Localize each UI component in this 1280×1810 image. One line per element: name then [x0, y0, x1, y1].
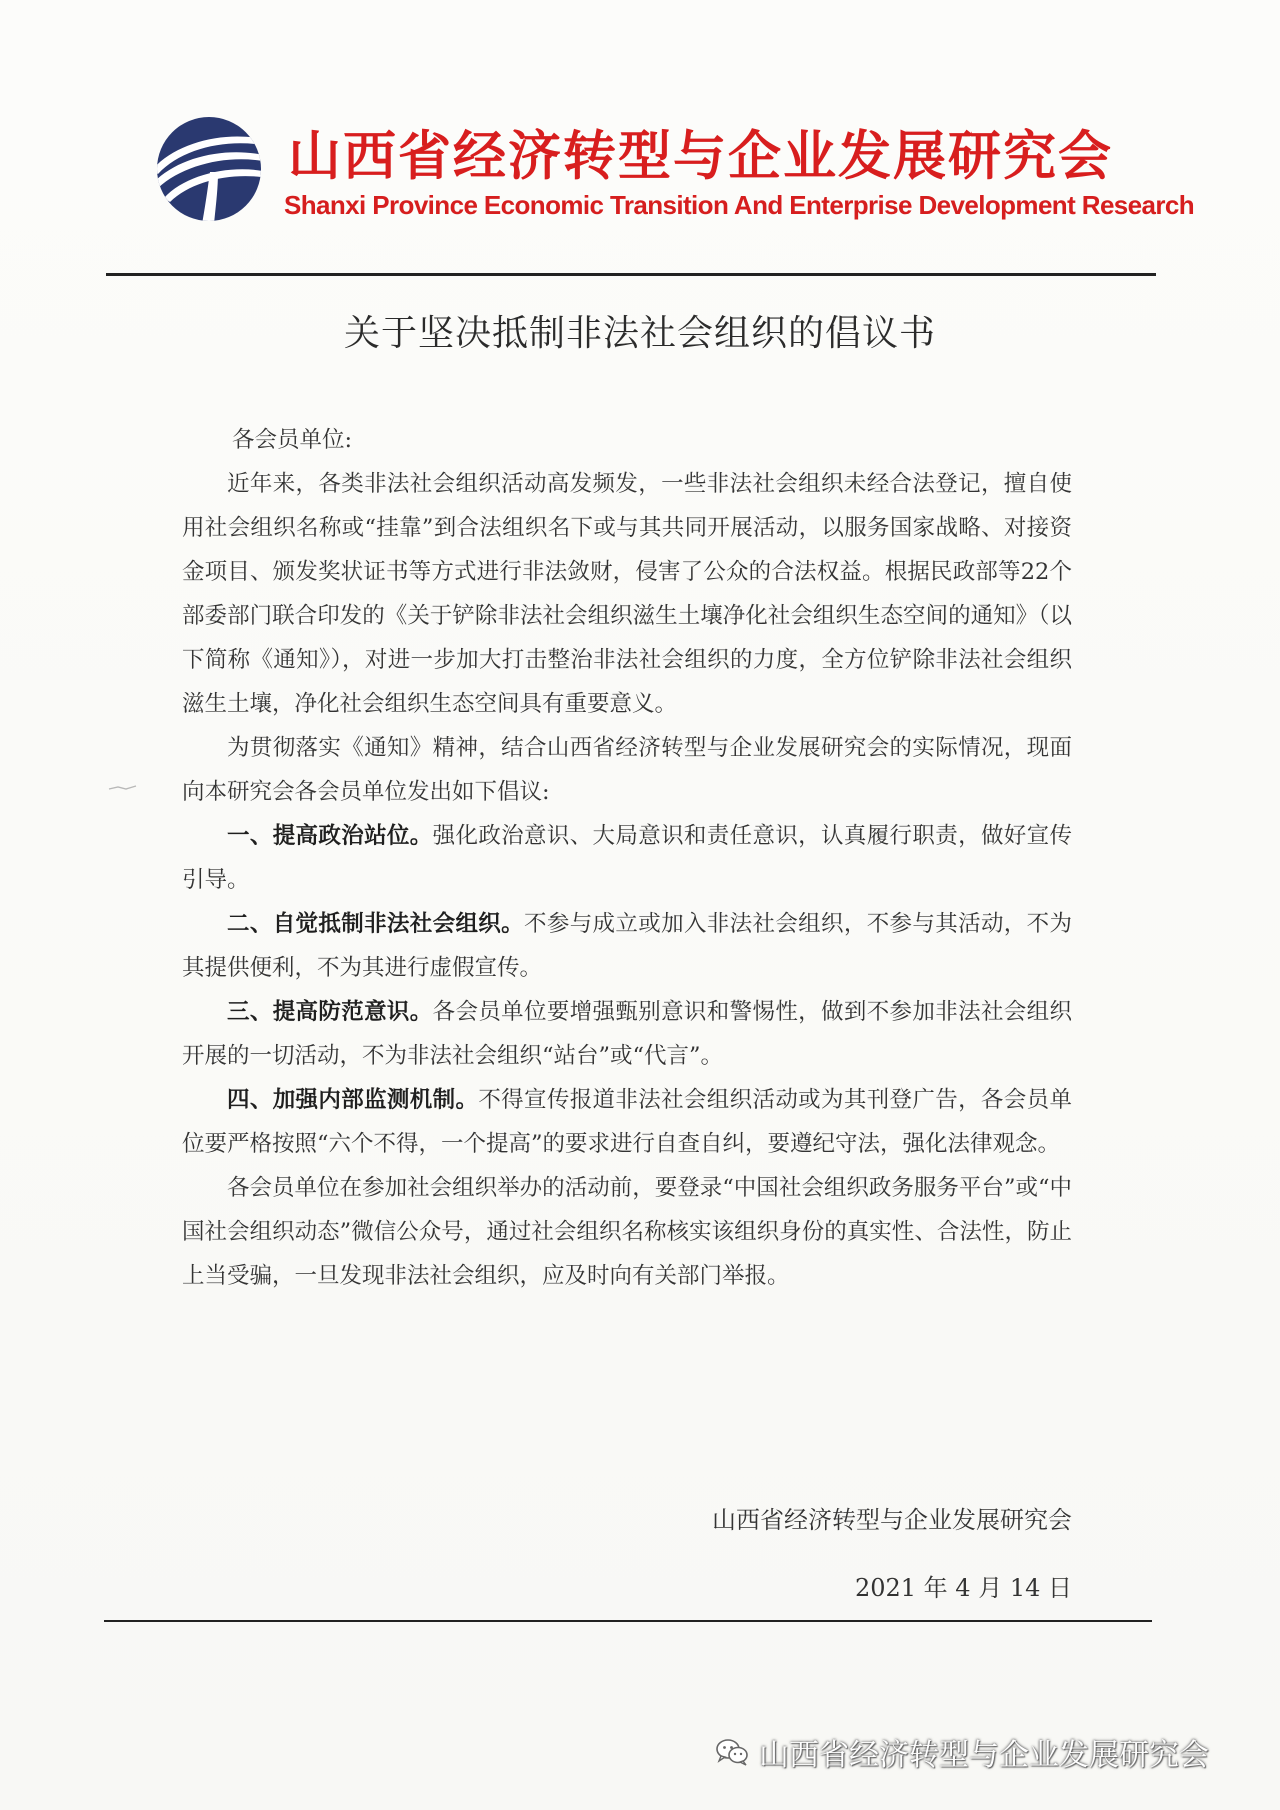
- proposal-text: 各会员单位要增强甄别意识和警惕性，做到不参加非法社会组织开展的一切活动，不为非法社会组织“站台”或“代言”。: [182, 999, 1072, 1069]
- paragraph-closing: [182, 1166, 1072, 1298]
- paragraph-text: 为贯彻落实《通知》精神，结合山西省经济转型与企业发展研究会的实际情况，现面向本研究会各会员单位发出如下倡议:: [182, 735, 1072, 805]
- proposal-item-3: [182, 990, 1072, 1078]
- proposal-item-2: [182, 902, 1072, 990]
- proposal-item-1: [182, 814, 1072, 902]
- org-name-en: Shanxi Province Economic Transition And Enterprise Development Research: [284, 190, 1195, 220]
- proposal-text: 不参与成立或加入非法社会组织，不参与其活动，不为其提供便利，不为其进行虚假宣传。: [182, 911, 1072, 981]
- proposal-heading: 三、提高防范意识。: [227, 999, 433, 1025]
- signature: 山西省经济转型与企业发展研究会: [712, 1506, 1072, 1534]
- letterhead: [150, 110, 1195, 240]
- watermark-text: 山西省经济转型与企业发展研究会: [759, 1738, 1209, 1773]
- paragraph-text: 近年来，各类非法社会组织活动高发频发，一些非法社会组织未经合法登记，擅自使用社会组织名称或“挂靠”到合法组织名下或与其共同开展活动，以服务国家战略、对接资金项目、颁发奖状证书等方式进行非法敛财，侵害了公众的合法权益。根据民政部等22个部委部门联合印发的《关于铲除非法社会组织滋生土壤净化社会组织生态空间的通知》（以下简称《通知》），对进一步加大打击整治非法社会组织的力度，全方位铲除非法社会组织滋生土壤，净化社会组织生态空间具有重要意义。: [182, 471, 1072, 717]
- wechat-watermark: [715, 1728, 1209, 1776]
- wechat-icon: [715, 1737, 749, 1767]
- proposal-heading: 二、自觉抵制非法社会组织。: [227, 911, 525, 937]
- document-body: [182, 418, 1072, 1298]
- paragraph-purpose: [182, 726, 1072, 814]
- paragraph-text: 各会员单位在参加社会组织举办的活动前，要登录“中国社会组织政务服务平台”或“中国社会组织动态”微信公众号，通过社会组织名称核实该组织身份的真实性、合法性，防止上当受骗，一旦发现非法社会组织，应及时向有关部门举报。: [182, 1175, 1072, 1289]
- header-divider: [106, 273, 1156, 276]
- proposal-heading: 四、加强内部监测机制。: [227, 1087, 479, 1113]
- proposal-text: 强化政治意识、大局意识和责任意识，认真履行职责，做好宣传引导。: [182, 823, 1072, 893]
- document-date: 2021 年 4 月 14 日: [854, 1574, 1072, 1602]
- footer-divider: [104, 1620, 1152, 1622]
- proposal-item-4: [182, 1078, 1072, 1166]
- scan-speck: [108, 784, 138, 792]
- proposal-heading: 一、提高政治站位。: [227, 823, 433, 849]
- document-title: 关于坚决抵制非法社会组织的倡议书: [343, 313, 936, 354]
- swoosh-globe-logo: [156, 116, 262, 222]
- org-name-cn: 山西省经济转型与企业发展研究会: [288, 126, 1113, 187]
- proposal-text: 不得宣传报道非法社会组织活动或为其刊登广告，各会员单位要严格按照“六个不得，一个提高”的要求进行自查自纠，要遵纪守法，强化法律观念。: [182, 1087, 1072, 1157]
- salutation: 各会员单位:: [232, 427, 353, 453]
- paragraph-intro: [182, 462, 1072, 726]
